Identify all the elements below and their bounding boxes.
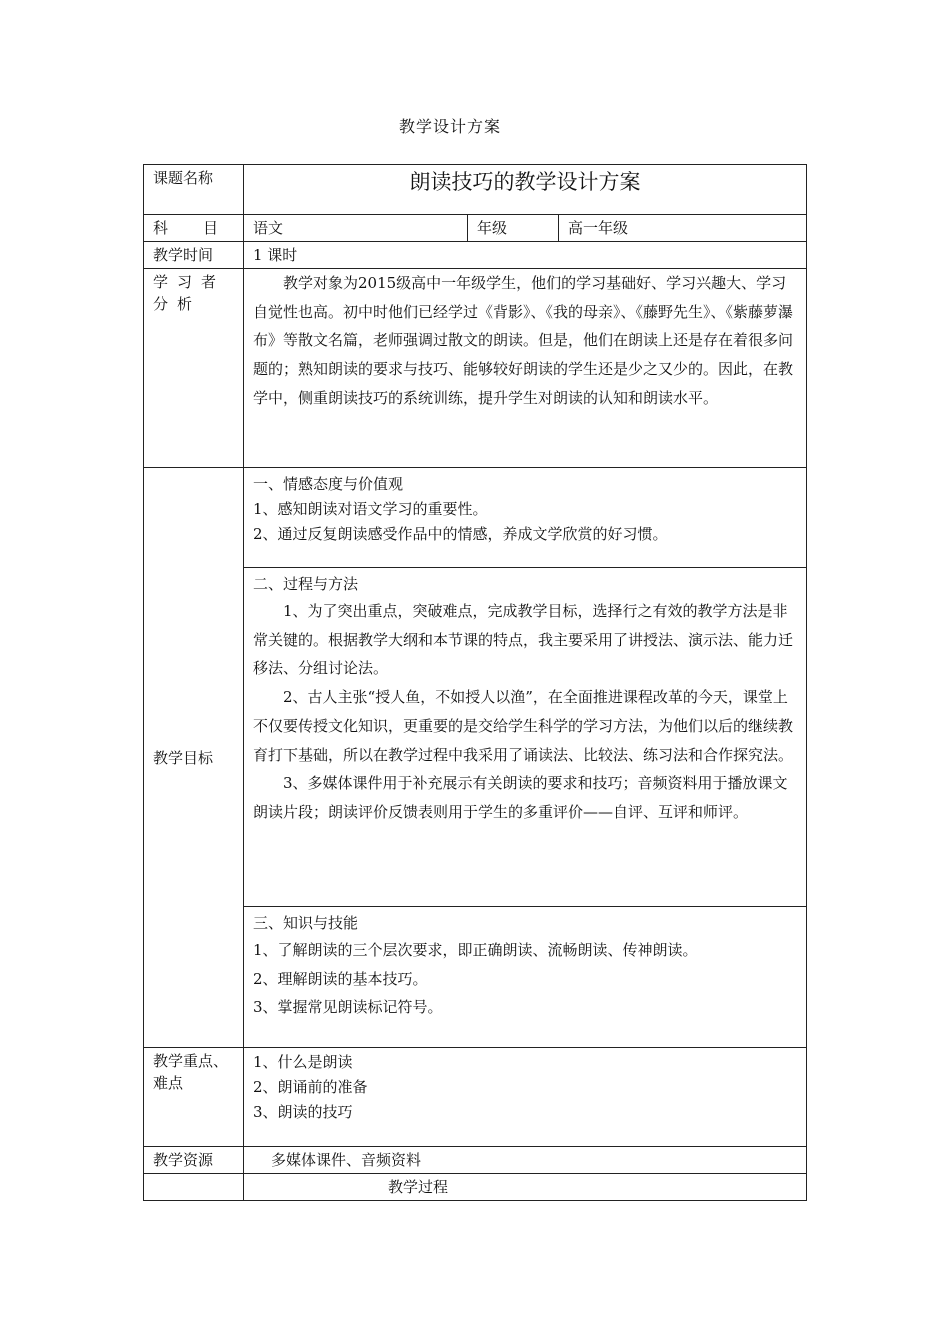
resources-label: 教学资源 (144, 1147, 244, 1174)
key-points-label: 教学重点、难点 (144, 1048, 244, 1147)
time-row (144, 242, 807, 269)
learner-label: 学习者分析 (144, 269, 244, 468)
goals-label: 教学目标 (144, 468, 244, 1048)
goal-2-para: 3、多媒体课件用于补充展示有关朗读的要求和技巧；音频资料用于播放课文朗读片段；朗读评价反馈表则用于学生的多重评价——自评、互评和师评。 (253, 774, 788, 821)
time-label: 教学时间 (144, 242, 244, 269)
grade-value: 高一年级 (559, 215, 807, 242)
key-points-row (144, 1048, 807, 1147)
goal-1-heading: 一、情感态度与价值观 (253, 475, 404, 493)
subject-row (144, 215, 807, 242)
topic-label: 课题名称 (144, 165, 244, 215)
goal-2-para: 1、为了突出重点，突破难点，完成教学目标，选择行之有效的教学方法是非常关键的。根据教学大纲和本节课的特点，我主要采用了讲授法、演示法、能力迁移法、分组讨论法。 (253, 602, 794, 678)
goal-row-2 (144, 568, 807, 907)
process-row (144, 1174, 807, 1201)
resources-value: 多媒体课件、音频资料 (244, 1147, 807, 1174)
goal-3-heading: 三、知识与技能 (253, 914, 359, 932)
goal-1-item: 2、通过反复朗读感受作品中的情感，养成文学欣赏的好习惯。 (253, 525, 668, 543)
key-point-item: 3、朗读的技巧 (253, 1103, 353, 1121)
key-points-cell (244, 1048, 807, 1147)
subject-value: 语文 (244, 215, 468, 242)
learner-text: 教学对象为2015级高中一年级学生，他们的学习基础好、学习兴趣大、学习自觉性也高。初中时他们已经学过《背影》、《我的母亲》、《藤野先生》、《紫藤萝瀑布》等散文名篇，老师强调过散文的朗读。但是，他们在朗读上还是存在着很多问题的；熟知朗读的要求与技巧、能够较好朗读的学生还是少之又少的。因此，在教学中，侧重朗读技巧的系统训练，提升学生对朗读的认知和朗读水平。 (253, 274, 794, 407)
page-title: 教学设计方案 (398, 117, 501, 136)
learner-cell (244, 269, 807, 468)
goal-3-cell (244, 907, 807, 1048)
topic-value: 朗读技巧的教学设计方案 (244, 165, 807, 215)
goal-3-item: 3、掌握常见朗读标记符号。 (253, 998, 443, 1016)
goal-1-cell (244, 468, 807, 568)
lesson-plan-table (143, 164, 807, 1201)
subject-label: 科 目 (144, 215, 244, 242)
goal-row-3 (144, 907, 807, 1048)
goal-3-item: 1、了解朗读的三个层次要求，即正确朗读、流畅朗读、传神朗读。 (253, 941, 698, 959)
goal-row-1 (144, 468, 807, 568)
goal-2-para: 2、古人主张“授人鱼，不如授人以渔”，在全面推进课程改革的今天，课堂上不仅要传授文化知识，更重要的是交给学生科学的学习方法，为他们以后的继续教育打下基础，所以在教学过程中我采用了诵读法、比较法、练习法和合作探究法。 (253, 688, 794, 764)
goal-2-cell (244, 568, 807, 907)
topic-row (144, 165, 807, 215)
process-label: 教学过程 (244, 1174, 807, 1201)
resources-row (144, 1147, 807, 1174)
key-point-item: 2、朗诵前的准备 (253, 1078, 368, 1096)
goal-1-item: 1、感知朗读对语文学习的重要性。 (253, 500, 488, 518)
learner-row (144, 269, 807, 468)
process-empty-cell (144, 1174, 244, 1201)
grade-label: 年级 (468, 215, 559, 242)
goal-3-item: 2、理解朗读的基本技巧。 (253, 969, 428, 988)
key-point-item: 1、什么是朗读 (253, 1053, 353, 1071)
time-value: 1 课时 (244, 242, 807, 269)
goal-2-heading: 二、过程与方法 (253, 575, 359, 593)
